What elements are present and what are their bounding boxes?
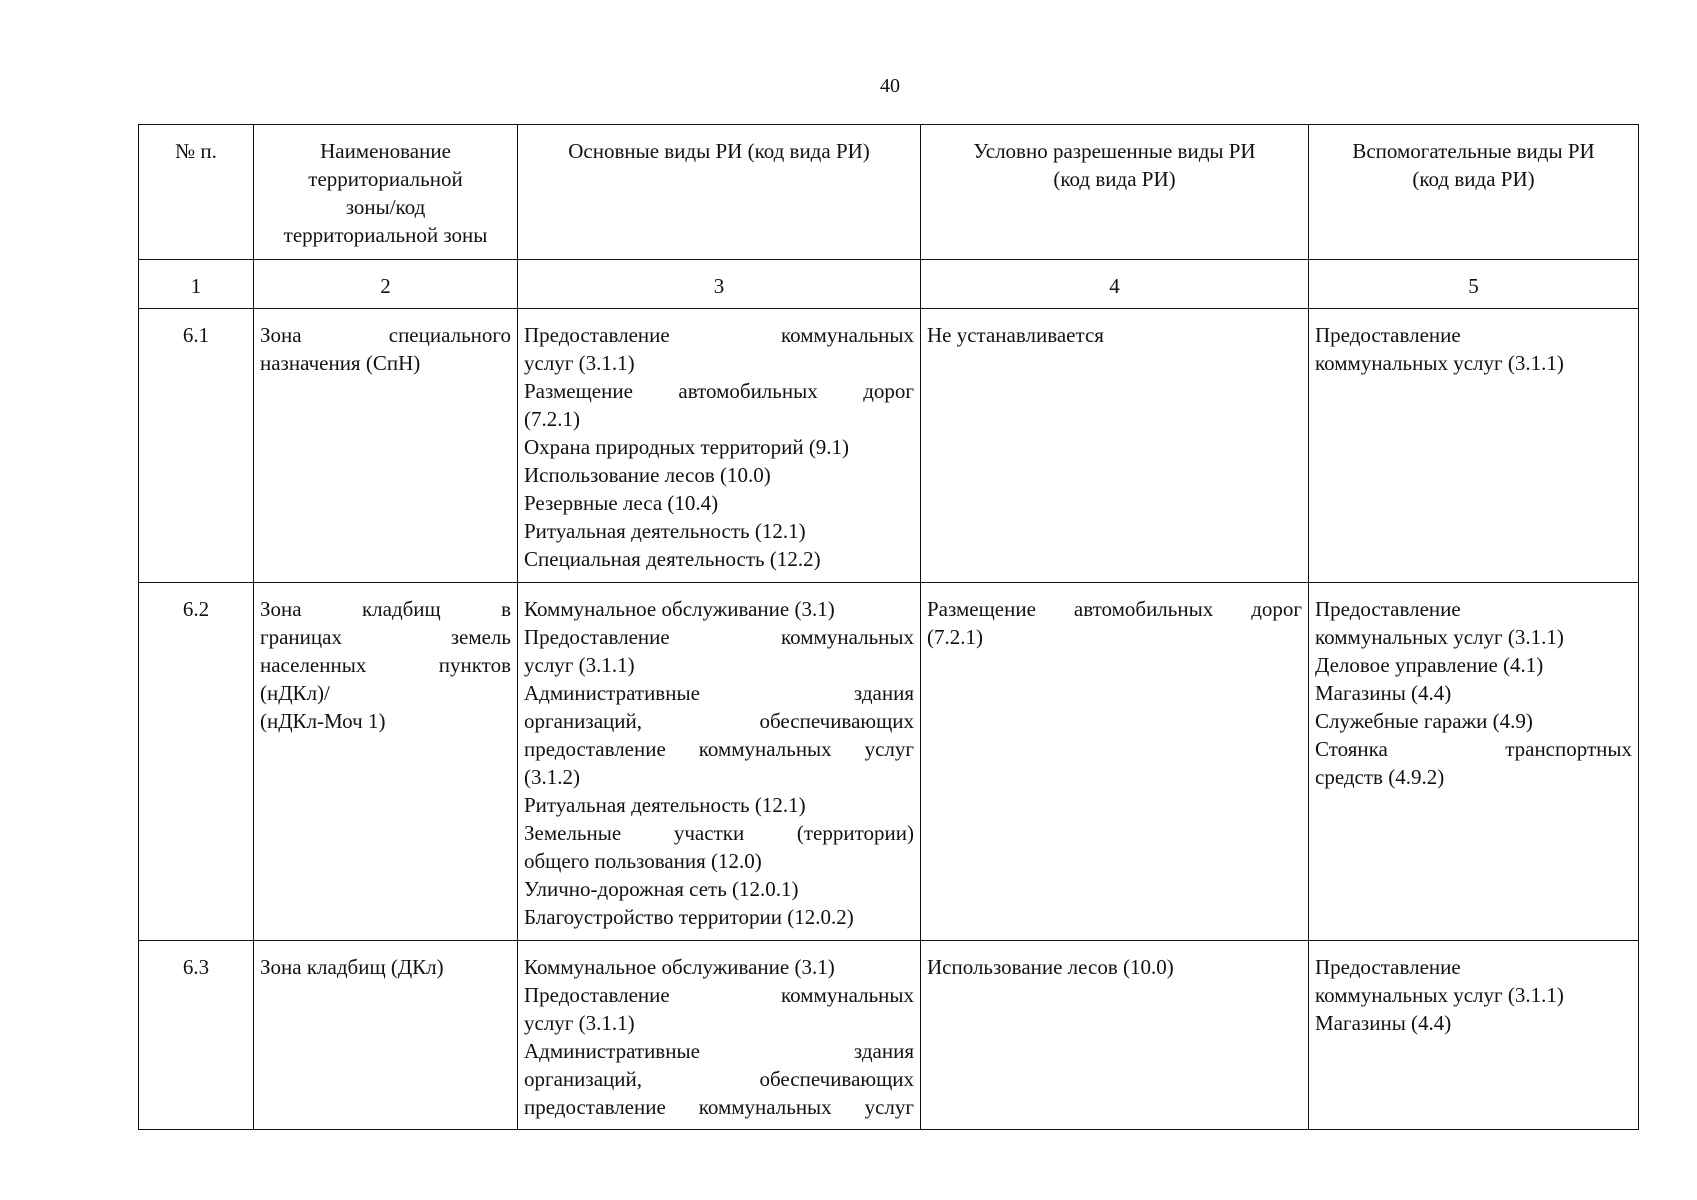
header-line: Вспомогательные виды РИ — [1352, 139, 1595, 163]
auxiliary-uses-cell — [1309, 309, 1639, 583]
cell-line: Земельные участки (территории) — [524, 821, 914, 845]
cell-line: услуг (3.1.1) — [524, 351, 635, 375]
row-number: 6.2 — [139, 583, 254, 941]
conditional-uses-cell — [921, 309, 1309, 583]
header-line: Наименование — [320, 139, 451, 163]
cell-line: предоставление коммунальных услуг — [524, 1095, 914, 1119]
cell-line: Использование лесов (10.0) — [927, 955, 1174, 979]
header-line: (код вида РИ) — [1412, 167, 1535, 191]
cell-line: населенных пунктов — [260, 653, 511, 677]
cell-line: назначения (СпН) — [260, 351, 421, 375]
cell-line: Предоставление коммунальных — [524, 983, 914, 1007]
cell-line: коммунальных услуг (3.1.1) — [1315, 625, 1564, 649]
cell-line: услуг (3.1.1) — [524, 653, 635, 677]
cell-line: Предоставление — [1315, 323, 1461, 347]
page-number: 40 — [880, 75, 900, 97]
header-main-uses — [518, 125, 921, 260]
cell-line: организаций, обеспечивающих — [524, 709, 914, 733]
conditional-uses-cell — [921, 941, 1309, 1130]
cell-line: (нДКл-Моч 1) — [260, 709, 386, 733]
cell-line: услуг (3.1.1) — [524, 1011, 635, 1035]
cell-line: Коммунальное обслуживание (3.1) — [524, 955, 835, 979]
cell-line: Предоставление коммунальных — [524, 625, 914, 649]
cell-line: Ритуальная деятельность (12.1) — [524, 519, 806, 543]
cell-line: Предоставление — [1315, 955, 1461, 979]
cell-line: Коммунальное обслуживание (3.1) — [524, 597, 835, 621]
header-line: Основные виды РИ (код вида РИ) — [568, 139, 870, 163]
header-auxiliary-uses — [1309, 125, 1639, 260]
cell-line: Предоставление коммунальных — [524, 323, 914, 347]
auxiliary-uses-cell — [1309, 941, 1639, 1130]
column-number: 1 — [139, 260, 254, 309]
cell-line: Предоставление — [1315, 597, 1461, 621]
table-row — [139, 309, 1639, 583]
header-number-text: № п. — [175, 139, 217, 163]
zone-name-cell — [254, 583, 518, 941]
header-number — [139, 125, 254, 260]
header-line: Условно разрешенные виды РИ — [973, 139, 1256, 163]
main-uses-cell — [518, 583, 921, 941]
cell-line: (3.1.2) — [524, 765, 580, 789]
table-row — [139, 583, 1639, 941]
cell-line: границах земель — [260, 625, 511, 649]
cell-line: (нДКл)/ — [260, 681, 330, 705]
cell-line: Административные здания — [524, 681, 914, 705]
row-number: 6.1 — [139, 309, 254, 583]
auxiliary-uses-cell — [1309, 583, 1639, 941]
cell-line: организаций, обеспечивающих — [524, 1067, 914, 1091]
conditional-uses-cell — [921, 583, 1309, 941]
zoning-table — [138, 124, 1639, 1130]
cell-line: предоставление коммунальных услуг — [524, 737, 914, 761]
header-zone-name — [254, 125, 518, 260]
cell-line: коммунальных услуг (3.1.1) — [1315, 983, 1564, 1007]
cell-line: (7.2.1) — [927, 625, 983, 649]
cell-line: Зона кладбищ в — [260, 597, 511, 621]
cell-line: общего пользования (12.0) — [524, 849, 762, 873]
zone-name-cell — [254, 941, 518, 1130]
header-line: территориальной зоны — [283, 223, 488, 247]
column-number: 3 — [518, 260, 921, 309]
cell-line: коммунальных услуг (3.1.1) — [1315, 351, 1564, 375]
cell-line: Магазины (4.4) — [1315, 681, 1452, 705]
header-line: территориальной — [308, 167, 463, 191]
header-line: (код вида РИ) — [1053, 167, 1176, 191]
zone-name-cell — [254, 309, 518, 583]
cell-line: Охрана природных территорий (9.1) — [524, 435, 850, 459]
header-line: зоны/код — [345, 195, 426, 219]
column-number: 5 — [1309, 260, 1639, 309]
table-row — [139, 941, 1639, 1130]
column-number: 4 — [921, 260, 1309, 309]
cell-line: Деловое управление (4.1) — [1315, 653, 1544, 677]
cell-line: средств (4.9.2) — [1315, 765, 1445, 789]
cell-line: Стоянка транспортных — [1315, 737, 1632, 761]
main-uses-cell — [518, 309, 921, 583]
cell-line: (7.2.1) — [524, 407, 580, 431]
cell-line: Благоустройство территории (12.0.2) — [524, 905, 854, 929]
column-numbers-row — [139, 260, 1639, 309]
header-conditional-uses — [921, 125, 1309, 260]
cell-line: Не устанавливается — [927, 323, 1104, 347]
cell-line: Использование лесов (10.0) — [524, 463, 771, 487]
cell-line: Административные здания — [524, 1039, 914, 1063]
cell-line: Зона кладбищ (ДКл) — [260, 955, 444, 979]
cell-line: Служебные гаражи (4.9) — [1315, 709, 1533, 733]
header-row — [139, 125, 1639, 260]
cell-line: Размещение автомобильных дорог — [927, 597, 1302, 621]
cell-line: Зона специального — [260, 323, 511, 347]
row-number: 6.3 — [139, 941, 254, 1130]
main-uses-cell — [518, 941, 921, 1130]
column-number: 2 — [254, 260, 518, 309]
cell-line: Ритуальная деятельность (12.1) — [524, 793, 806, 817]
cell-line: Специальная деятельность (12.2) — [524, 547, 821, 571]
cell-line: Магазины (4.4) — [1315, 1011, 1452, 1035]
cell-line: Размещение автомобильных дорог — [524, 379, 914, 403]
cell-line: Резервные леса (10.4) — [524, 491, 719, 515]
cell-line: Улично-дорожная сеть (12.0.1) — [524, 877, 799, 901]
